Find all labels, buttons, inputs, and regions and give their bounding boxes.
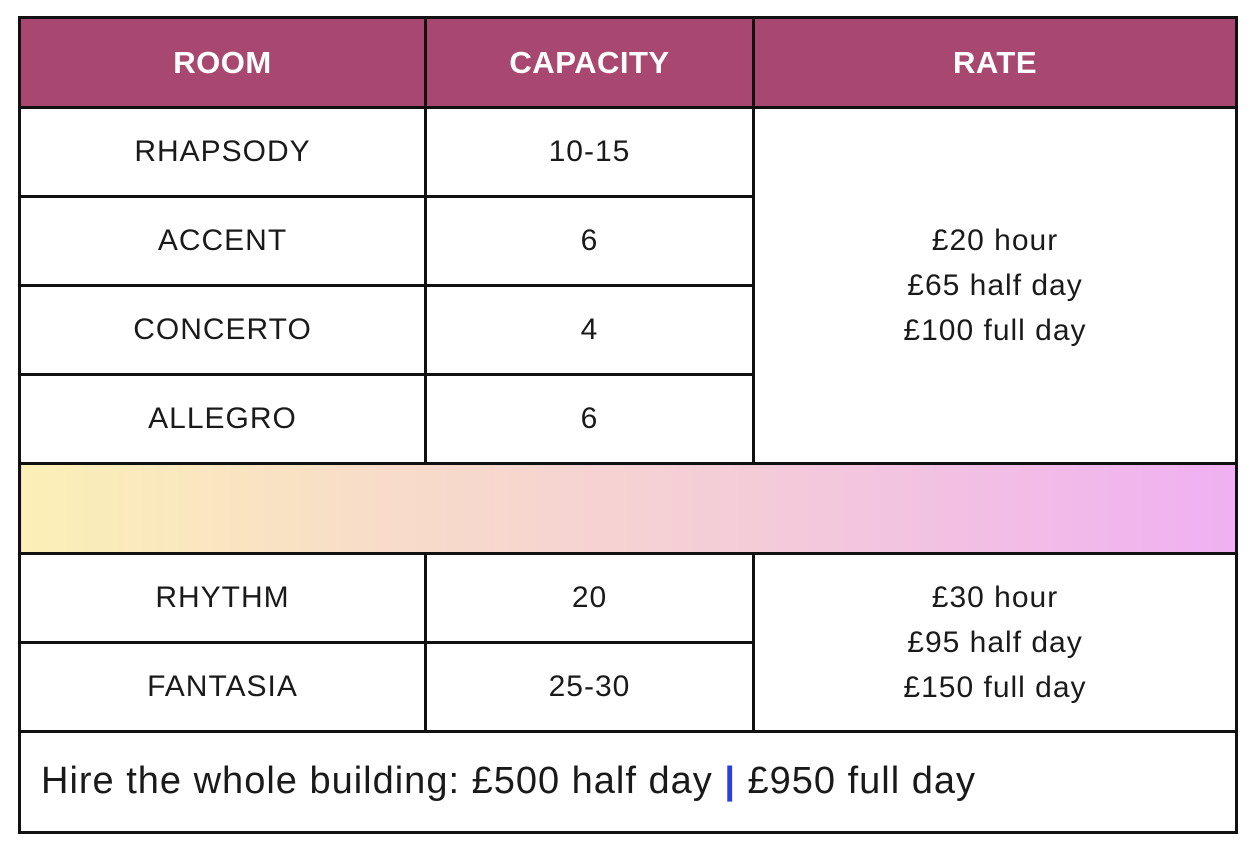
separator-bar: | — [724, 760, 736, 803]
whole-building-half-day: Hire the whole building: £500 half day — [41, 760, 725, 803]
room-name: CONCERTO — [20, 286, 426, 375]
header-capacity: CAPACITY — [426, 18, 754, 108]
room-capacity: 6 — [426, 375, 754, 464]
rate-hour: £20 hour — [931, 224, 1059, 258]
room-name: RHYTHM — [20, 553, 426, 642]
room-rates-table — [18, 16, 1238, 834]
room-name: FANTASIA — [20, 642, 426, 731]
header-rate: RATE — [754, 18, 1237, 108]
room-capacity: 10-15 — [426, 108, 754, 197]
whole-building-full-day: £950 full day — [735, 760, 977, 803]
rate-full-day: £100 full day — [903, 314, 1087, 348]
rate-cell-group2 — [754, 553, 1237, 731]
room-capacity: 6 — [426, 197, 754, 286]
header-room: ROOM — [20, 18, 426, 108]
room-name: RHAPSODY — [20, 108, 426, 197]
room-name: ALLEGRO — [20, 375, 426, 464]
rate-hour: £30 hour — [931, 580, 1059, 614]
whole-building-rate — [20, 731, 1237, 832]
room-capacity: 4 — [426, 286, 754, 375]
table-row — [20, 108, 1237, 197]
gradient-divider-row — [20, 464, 1237, 553]
gradient-divider — [20, 464, 1237, 553]
rate-full-day: £150 full day — [903, 670, 1087, 704]
rate-half-day: £65 half day — [907, 269, 1083, 303]
rate-half-day: £95 half day — [907, 625, 1083, 659]
room-capacity: 20 — [426, 553, 754, 642]
header-row — [20, 18, 1237, 108]
table-row — [20, 553, 1237, 642]
room-name: ACCENT — [20, 197, 426, 286]
footer-row — [20, 731, 1237, 832]
rate-cell-group1 — [754, 108, 1237, 464]
room-capacity: 25-30 — [426, 642, 754, 731]
